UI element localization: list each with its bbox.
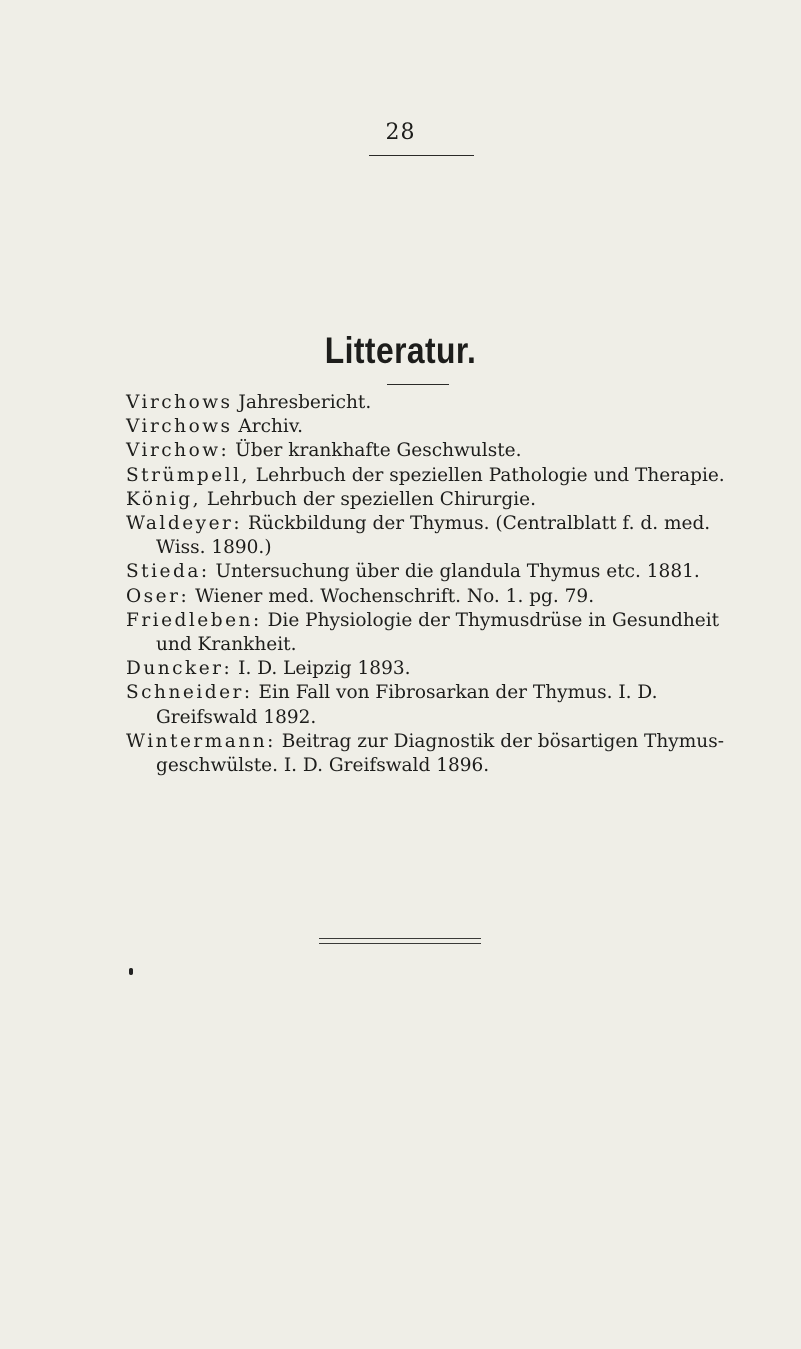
reference-text: Rückbildung der Thymus. (Centralblatt f. d. med. [242,513,711,535]
reference-text: Lehrbuch der speziellen Chirurgie. [201,488,536,510]
reference-author: Virchows [126,416,233,438]
end-double-rule [319,938,481,944]
reference-continuation: und Krankheit. [156,634,297,656]
reference-author: Virchows [126,392,233,413]
reference-text: Ein Fall von Fibrosarkan der Thymus. I. D. [252,682,658,704]
reference-text: Über krankhafte Geschwulste. [229,440,522,462]
reference-text: Lehrbuch der speziellen Pathologie und Therapie. [249,464,725,486]
reference-author: Friedleben: [126,609,262,631]
page-number-rule [369,155,474,156]
reference-text: Beitrag zur Diagnostik der bösartigen Thymus- [275,730,724,752]
reference-continuation: Greifswald 1892. [156,706,317,728]
reference-author: Wintermann: [126,730,276,752]
reference-author: Stieda: [126,561,210,583]
reference-text: I. D. Leipzig 1893. [232,658,411,680]
reference-item [126,464,786,488]
page-number: 28 [385,120,416,145]
reference-item [126,585,786,609]
reference-item [126,681,786,729]
section-title: Litteratur. [324,330,477,371]
reference-item [126,415,786,439]
reference-item [126,391,786,415]
reference-author: Duncker: [126,658,233,680]
reference-text: Archiv. [232,416,303,438]
reference-author: König, [126,488,202,510]
reference-text: Jahresbericht. [232,392,372,413]
reference-item [126,512,786,560]
reference-continuation: geschwülste. I. D. Greifswald 1896. [156,755,490,777]
reference-list [126,391,786,778]
reference-item [126,560,786,584]
reference-author: Waldeyer: [126,513,243,535]
reference-item [126,730,786,778]
reference-text: Wiener med. Wochenschrift. No. 1. pg. 79. [189,585,595,607]
reference-item [126,439,786,463]
reference-text: Untersuchung über die glandula Thymus etc. 1881. [209,561,700,583]
reference-author: Oser: [126,585,190,607]
reference-author: Schneider: [126,682,253,704]
reference-author: Strümpell, [126,464,250,486]
reference-continuation: Wiss. 1890.) [156,537,272,559]
reference-text: Die Physiologie der Thymusdrüse in Gesundheit [261,609,720,631]
reference-item [126,609,786,657]
title-rule [387,384,449,385]
reference-author: Virchow: [126,440,230,462]
reference-item [126,657,786,681]
ink-speck [129,968,133,975]
reference-item [126,488,786,512]
